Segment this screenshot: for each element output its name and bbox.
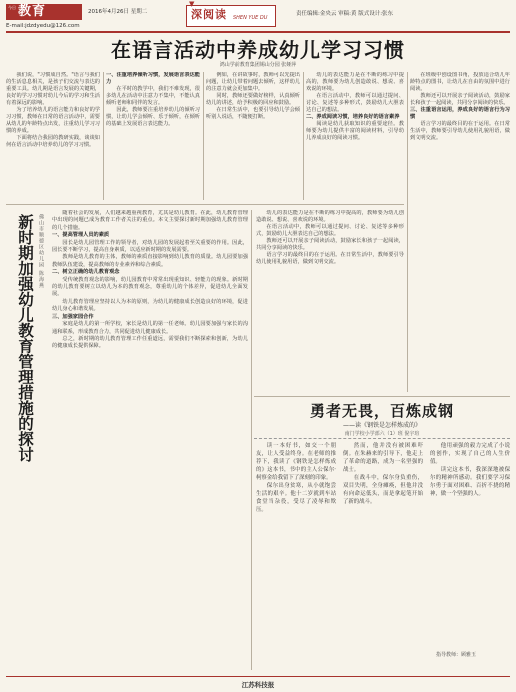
paragraph: 语言学习的最终目的在于运用。在日常生活中，教师要引导幼儿使用礼貌用语，做到文明交流。 — [410, 121, 510, 141]
side-article-author: 佛山市顺德区幼儿园 陈海燕 — [38, 214, 44, 289]
column-divider — [203, 72, 204, 200]
paragraph: 例如，在讲故事时，教师可以先提出问题，让幼儿带着问题去倾听，这样幼儿的注意力就会更加集中。 — [206, 72, 300, 92]
paragraph: 为了培养幼儿的语言能力和良好的学习习惯，教师在日常的语言活动中，需要从幼儿的年龄特点出发，注重幼儿学习习惯的养成。 — [6, 107, 100, 134]
main-article-col-2 — [106, 72, 200, 200]
paragraph: 总之，新时期的幼儿教育管理工作任重道远，需要我们不断探索和创新，为幼儿的健康成长提供保障。 — [52, 335, 248, 350]
section-heading: 三、加强家园合作 — [52, 313, 94, 320]
page-header — [6, 0, 510, 34]
main-article-col-3 — [206, 72, 300, 200]
paragraph: 在日常生活中，也要引导幼儿学会倾听别人说话，不随便打断。 — [206, 107, 300, 120]
paragraph: 幼儿的表达能力是在不断的练习中提高的，教师要为幼儿创造敢说、想说、喜欢说的环境。 — [256, 210, 404, 223]
section-divider — [254, 396, 510, 397]
column-divider — [303, 72, 304, 200]
issue-date: 2016年4月26日 星期二 — [88, 9, 148, 15]
paragraph: 在语言活动中，教师可以通过提问、讨论、复述等多种形式，鼓励幼儿大胆表达自己的想法。 — [306, 93, 404, 113]
paragraph: 在平时的教学中，我们不难发现，很多幼儿在活动中注意力不集中，不能认真倾听老师和同伴的发言。 — [106, 86, 200, 106]
column-divider — [103, 72, 104, 200]
paragraph: 园长是幼儿园管理工作的领导者，对幼儿园的发展起着至关重要的作用。因此，园长要不断学习，提高自身素质，以适应新时期的发展需要。 — [52, 239, 248, 254]
book-review-col-1 — [256, 442, 336, 668]
main-article-col-4 — [306, 72, 404, 200]
section-heading: 二、养成阅读习惯，培养良好的语言素养 — [306, 114, 400, 120]
footer-rule — [6, 676, 510, 677]
book-review-subtitle: ——读《钢铁是怎样炼成的》 — [342, 422, 421, 429]
paragraph: 读完这本书，我深深地被保尔的精神所感动。我们要学习保尔勇于面对困难、百折不挠的精神，做一个坚强的人。 — [430, 467, 510, 497]
book-review-col-3 — [430, 442, 510, 648]
paragraph: 在班级中创设图书角，投放适合幼儿年龄特点的图书，让幼儿在自由的氛围中进行阅读。 — [410, 72, 510, 92]
paragraph: 教师还可以开展亲子阅读活动，鼓励家长和孩子一起阅读，共同分享阅读的快乐。 — [256, 238, 404, 251]
main-article-col-1 — [6, 72, 100, 200]
pin-icon: ▼ — [189, 0, 195, 8]
section-title: 深阅读 — [191, 8, 227, 21]
book-review-editor: 指导教师：顾雅玉 — [436, 652, 477, 658]
paragraph: 教师还可以开展亲子阅读活动，鼓励家长和孩子一起阅读，共同分享阅读的快乐。 — [410, 93, 510, 106]
section-divider — [6, 204, 404, 205]
main-article-col-5 — [410, 72, 510, 392]
editor-credits: 责任编辑:金央云 审稿:黄 版式设计:张东 — [296, 11, 394, 17]
main-headline: 在语言活动中养成幼儿学习习惯 — [111, 38, 405, 62]
paragraph: 保尔出身贫寒，从小就饱尝生活的艰辛。他十二岁就到车站食堂当杂役，受尽了凌辱和欺压。 — [256, 483, 336, 513]
main-byline: 鸿山学前教育集团锡山分园 张娅萍 — [219, 62, 297, 68]
contact-email: E-mail:jdzdyedu@126.com — [6, 23, 80, 29]
paragraph: 幼儿教育管理应坚持以人为本的原则，为幼儿的健康成长创造良好的环境，促进幼儿身心和谐发展。 — [52, 298, 248, 313]
dashed-divider — [254, 438, 510, 439]
paragraph: 阅读是幼儿获取知识的重要途径。教师要为幼儿提供丰富的阅读材料，引导幼儿养成良好的阅读习惯。 — [306, 121, 404, 141]
section-banner — [186, 0, 276, 27]
paragraph: 幼儿的表达能力是在不断的练习中提高的，教师要为幼儿创造敢说、想说、喜欢说的环境。 — [306, 72, 404, 92]
paragraph: 家庭是幼儿的第一所学校，家长是幼儿的第一任老师。幼儿园要加强与家长的沟通和联系，形成教育合力，共同促进幼儿健康成长。 — [52, 321, 248, 335]
paragraph: 教师是幼儿教育的主体，教师的素质直接影响到幼儿教育的质量。幼儿园要加强教师队伍建设，提高教师的专业素养和综合素质。 — [52, 254, 248, 268]
footer-publication: 江苏科技报 — [241, 681, 275, 689]
paragraph: 他用顽强的毅力完成了小说的创作，实现了自己的人生价值。 — [430, 443, 510, 465]
section-heading: 一、提高管理人员的素质 — [52, 232, 110, 239]
paragraph: 受传统教育观念的影响，幼儿园教育中常常出现重知识、轻能力的现象。新时期的幼儿教育要树立以幼儿为本的教育观念，尊重幼儿的个体差异，促进幼儿全面发展。 — [52, 276, 248, 298]
book-review-title: 勇者无畏，百炼成钢 — [309, 402, 454, 420]
masthead-logo — [6, 4, 82, 20]
header-rule — [6, 31, 510, 33]
section-heading: 一、注重培养倾听习惯，发展语言表达能力 — [106, 72, 200, 85]
column-divider — [407, 72, 408, 392]
main-article-continuation — [256, 210, 404, 392]
paragraph: 读一本好书，如交一个朋友，让人受益终身。在老师的推荐下，我读了《钢铁是怎样炼成的》这本书，书中的主人公保尔·柯察金给我留下了深刻的印象。 — [256, 443, 336, 481]
book-review-byline: 南门学校小学部六（1）班 倪宇瑄 — [344, 431, 420, 437]
paragraph: 我们说，"习惯成自然。"语言与我们的生活息息相关，是孩子们交流与表达的重要工具。幼儿期是语言发展的关键期，良好的学习习惯对幼儿今后的学习和生活有着深远的影响。 — [6, 72, 100, 106]
masthead-logo-big: 教育 — [18, 4, 47, 19]
book-review-col-2 — [343, 442, 423, 668]
section-heading: 二、树立正确的幼儿教育观念 — [52, 269, 120, 276]
paragraph: 语言学习的最终目的在于运用。在日常生活中，教师要引导幼儿使用礼貌用语，做到文明交流。 — [256, 252, 404, 265]
section-heading: 三、注重语言运用，养成良好的语言行为习惯 — [410, 107, 510, 120]
paragraph: 然而，他并没有被困难吓倒。在朱赫来的引导下，他走上了革命的道路，成为一名坚强的战士。 — [343, 443, 423, 473]
paragraph: 因此，教师要注重培养幼儿的倾听习惯，让幼儿学会倾听、乐于倾听，在倾听的基础上发展语言表达能力。 — [106, 107, 200, 127]
paragraph: 同时，教师还要做好榜样，认真倾听幼儿的讲述，给予积极的回应和鼓励。 — [206, 93, 300, 106]
paragraph: 随着社会的发展，人们越来越重视教育，尤其是幼儿教育。在此，幼儿教育管理中出现的问题已成为教育工作者关注的重点。本文主要探讨新时期加强幼儿教育管理的几个措施。 — [52, 210, 248, 231]
paragraph: 下面将结合我园的教研实践，谈谈如何在语言活动中培养幼儿的学习习惯。 — [6, 135, 100, 148]
side-article-title: 新时期加强幼儿教育管理措施的探讨 — [16, 214, 35, 462]
masthead-logo-small: 今日 — [8, 5, 16, 10]
section-subtitle: SHEN YUE DU — [233, 15, 268, 21]
side-article-body — [52, 210, 248, 670]
column-divider — [251, 210, 252, 670]
paragraph: 在语言活动中，教师可以通过提问、讨论、复述等多种形式，鼓励幼儿大胆表达自己的想法。 — [256, 224, 404, 237]
paragraph: 在战斗中，保尔身负重伤，双目失明，全身瘫痪，但他并没有向命运低头，而是拿起笔开始了新的战斗。 — [343, 475, 423, 505]
